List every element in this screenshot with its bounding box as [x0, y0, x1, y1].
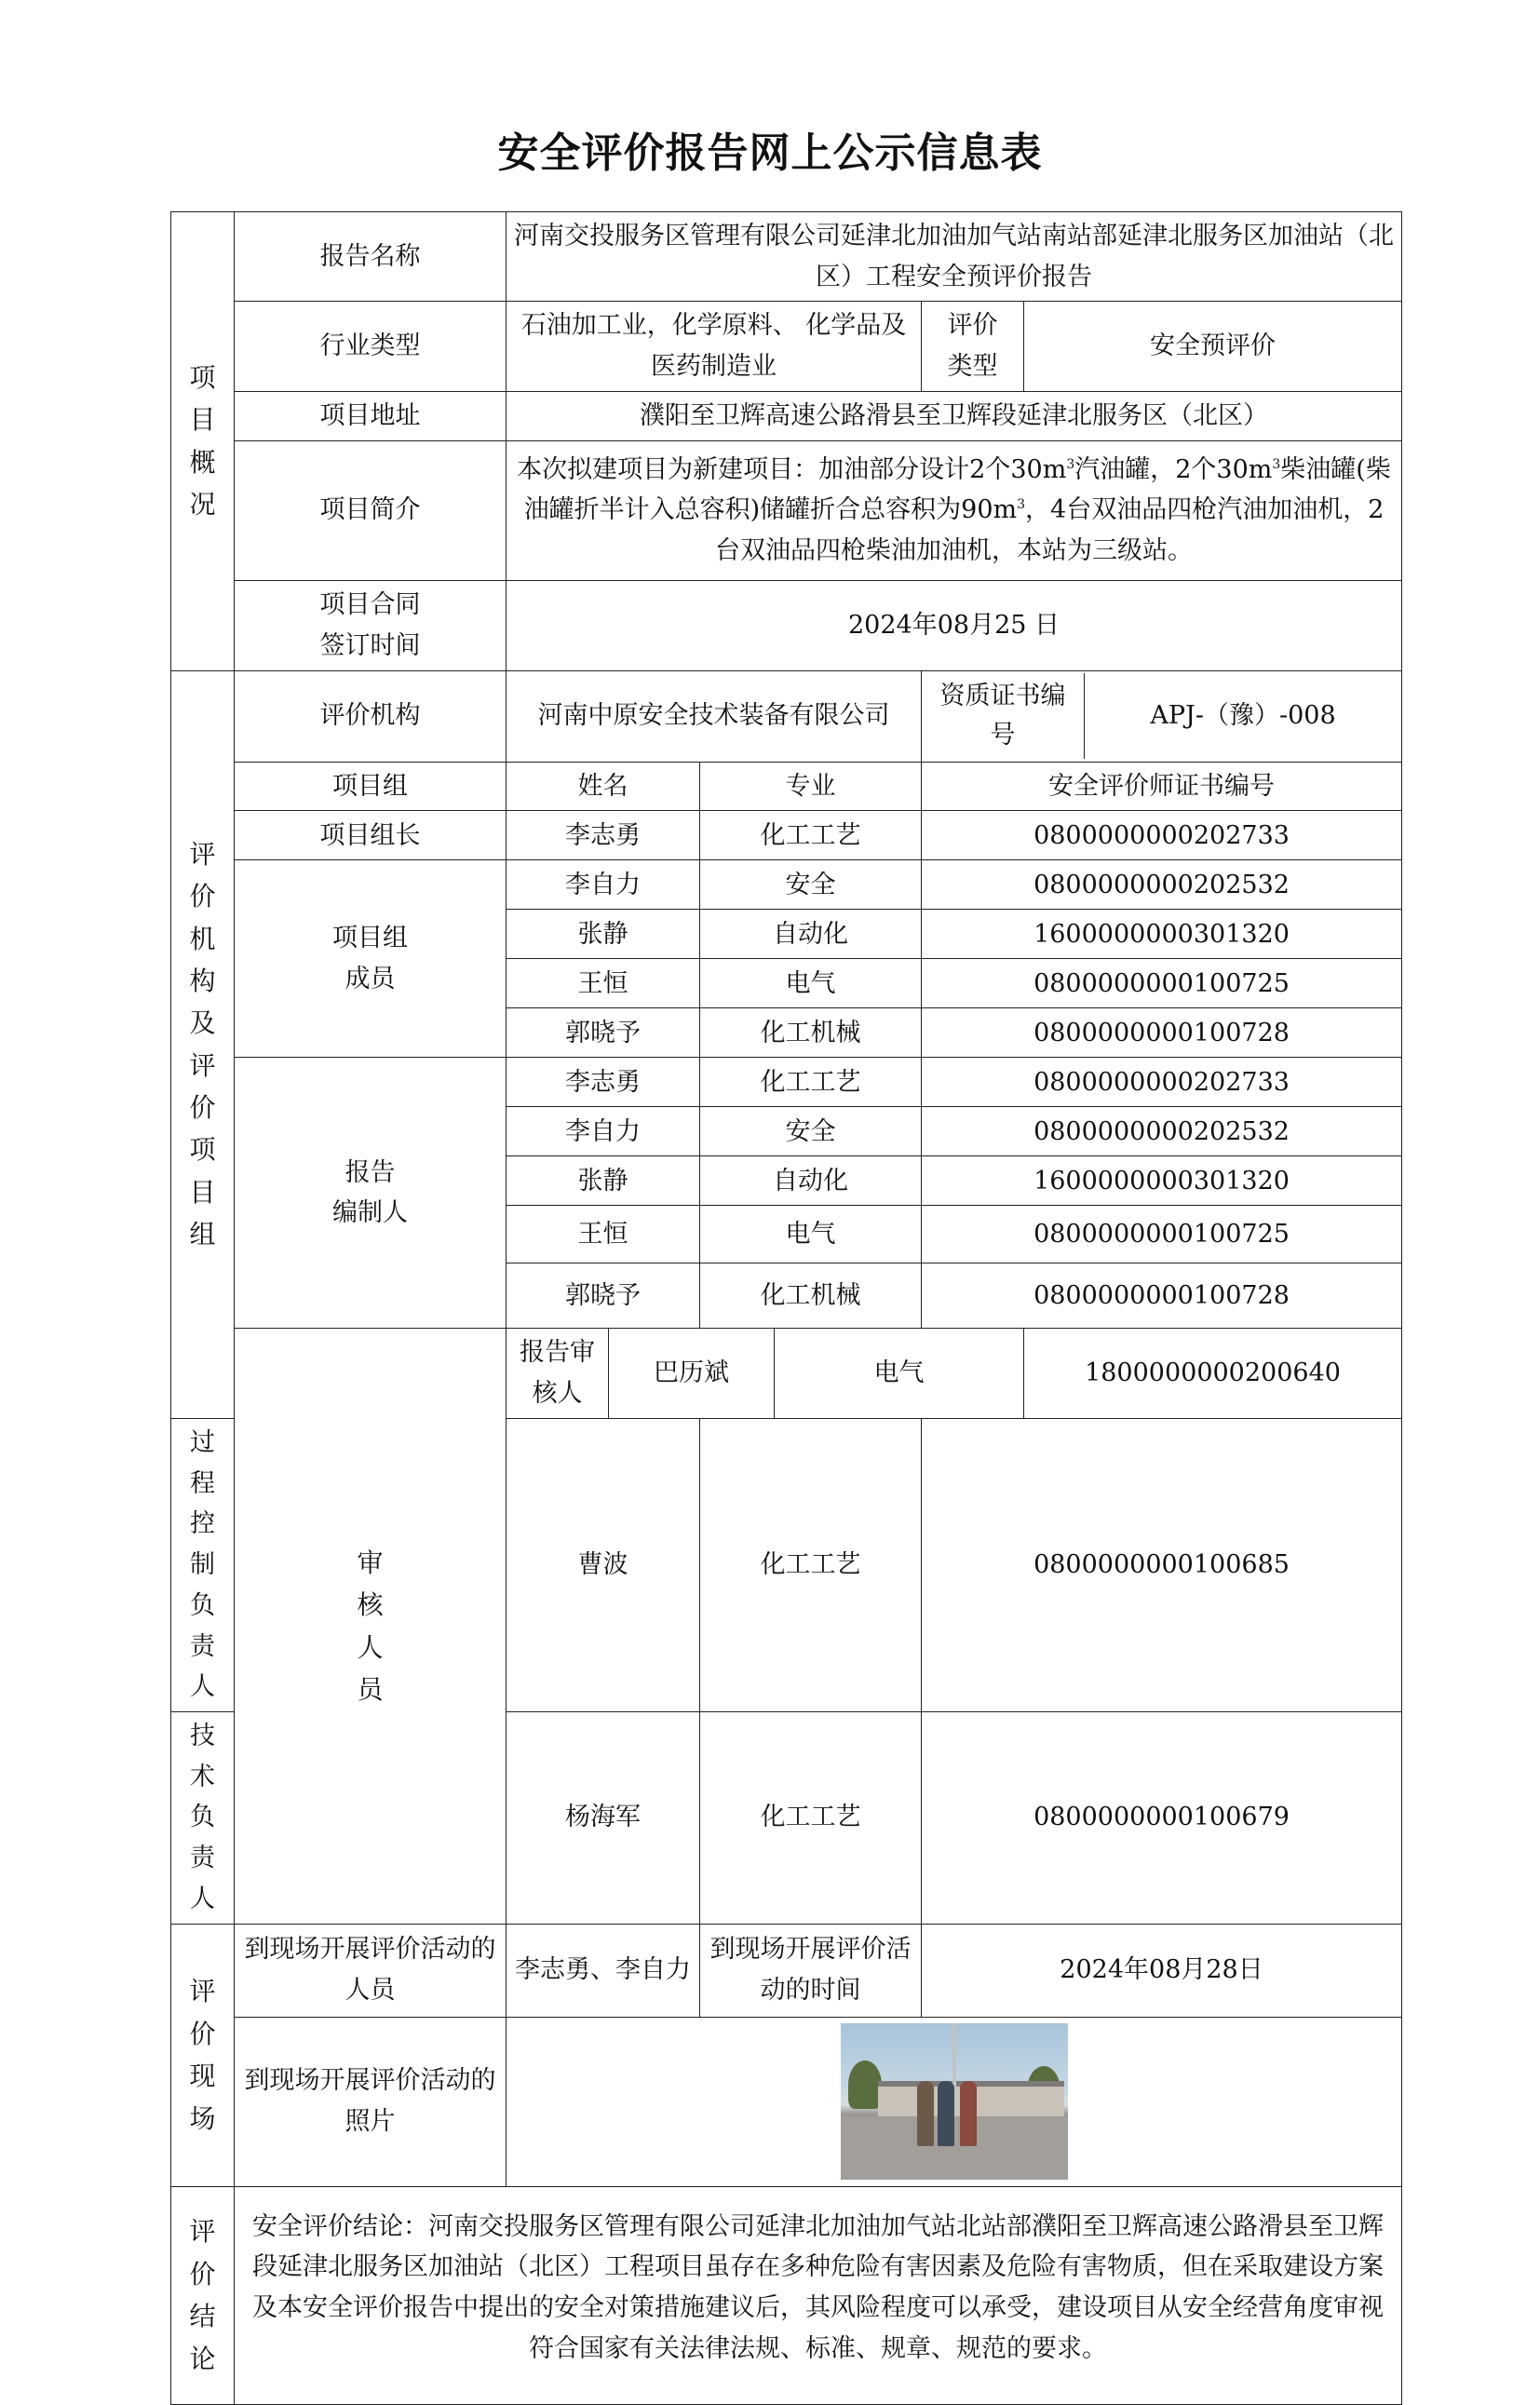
conclusion-text: 安全评价结论：河南交投服务区管理有限公司延津北加油加气站北站部濮阳至卫辉高速公路滑县至卫辉段延津北服务区加油站（北区）工程项目虽存在多种危险有害因素及危险有害物质，但在采取建设方案及本安全评价报告中提出的安全对策措施建议后，其风险程度可以承受，建设项目从安全经营角度审视符合国家有关法律法规、标准、规章、规范的要求。	[235, 2186, 1402, 2404]
member-cert: 0800000000100725	[922, 959, 1402, 1008]
leader-cert: 0800000000202733	[922, 811, 1402, 860]
agency-value: 河南中原安全技术装备有限公司	[507, 670, 922, 762]
report-name-value: 河南交投服务区管理有限公司延津北加油加气站南站部延津北服务区加油站（北区）工程安全预评价报告	[507, 212, 1402, 302]
author-major: 化工工艺	[700, 1058, 922, 1107]
review-role: 报告审核人	[507, 1329, 609, 1418]
header-group: 项目组	[235, 762, 507, 811]
review-major: 化工工艺	[700, 1418, 922, 1711]
author-cert: 0800000000100725	[922, 1206, 1402, 1263]
review-cert: 1800000000200640	[1024, 1329, 1402, 1418]
author-cert: 0800000000202733	[922, 1058, 1402, 1107]
author-name: 张静	[507, 1156, 700, 1206]
section-site-label: 评 价 现 场	[171, 1924, 235, 2186]
address-value: 濮阳至卫辉高速公路滑县至卫辉段延津北服务区（北区）	[507, 391, 1402, 440]
section-conclusion-label: 评 价 结 论	[171, 2186, 235, 2404]
author-cert: 1600000000301320	[922, 1156, 1402, 1206]
industry-label: 行业类型	[235, 302, 507, 391]
leader-major: 化工工艺	[700, 811, 922, 860]
cert-value: APJ-（豫）-008	[1150, 701, 1336, 731]
author-major: 自动化	[700, 1156, 922, 1206]
contract-date-value: 2024年08月25 日	[507, 580, 1402, 670]
review-role: 过程控制负责人	[171, 1418, 235, 1711]
leader-name: 李志勇	[507, 811, 700, 860]
disclosure-table	[170, 211, 1402, 2405]
site-photo	[841, 2023, 1068, 2180]
members-label: 项目组 成员	[235, 860, 507, 1058]
member-major: 安全	[700, 860, 922, 910]
author-major: 安全	[700, 1107, 922, 1156]
review-cert: 0800000000100685	[922, 1418, 1402, 1711]
authors-label: 报告 编制人	[235, 1058, 507, 1329]
author-major: 电气	[700, 1206, 922, 1263]
author-name: 李自力	[507, 1107, 700, 1156]
author-name: 郭晓予	[507, 1263, 700, 1329]
member-name: 张静	[507, 910, 700, 959]
review-major: 化工工艺	[700, 1712, 922, 1925]
eval-type-value: 安全预评价	[1024, 302, 1402, 391]
industry-value: 石油加工业，化学原料、 化学品及医药制造业	[507, 302, 922, 391]
summary-label: 项目简介	[235, 440, 507, 580]
header-name: 姓名	[507, 762, 700, 811]
author-cert: 0800000000202532	[922, 1107, 1402, 1156]
header-major: 专业	[700, 762, 922, 811]
page-title: 安全评价报告网上公示信息表	[497, 129, 1043, 177]
section-org-label: 评 价 机 构 及 评 价 项 目 组	[171, 670, 235, 1418]
section-overview-label: 项 目 概 况	[171, 212, 235, 671]
address-label: 项目地址	[235, 391, 507, 440]
site-people-value: 李志勇、李自力	[507, 1924, 700, 2017]
author-name: 王恒	[507, 1206, 700, 1263]
review-major: 电气	[775, 1329, 1024, 1418]
section-review-label: 审 核 人 员	[235, 1329, 507, 1924]
site-photo-cell	[507, 2017, 1402, 2186]
member-major: 自动化	[700, 910, 922, 959]
eval-type-label: 评价 类型	[922, 302, 1024, 391]
member-cert: 0800000000100728	[922, 1008, 1402, 1058]
agency-label: 评价机构	[235, 670, 507, 762]
member-name: 王恒	[507, 959, 700, 1008]
review-cert: 0800000000100679	[922, 1712, 1402, 1925]
member-name: 郭晓予	[507, 1008, 700, 1058]
review-role: 技术负责人	[171, 1712, 235, 1925]
member-major: 电气	[700, 959, 922, 1008]
site-photo-label: 到现场开展评价活动的照片	[235, 2017, 507, 2186]
site-people-label: 到现场开展评价活动的人员	[235, 1924, 507, 2017]
review-name: 巴历斌	[609, 1329, 775, 1418]
member-major: 化工机械	[700, 1008, 922, 1058]
header-cert: 安全评价师证书编号	[922, 762, 1402, 811]
author-major: 化工机械	[700, 1263, 922, 1329]
author-name: 李志勇	[507, 1058, 700, 1107]
member-cert: 0800000000202532	[922, 860, 1402, 910]
review-name: 杨海军	[507, 1712, 700, 1925]
report-name-label: 报告名称	[235, 212, 507, 302]
leader-label: 项目组长	[235, 811, 507, 860]
member-cert: 1600000000301320	[922, 910, 1402, 959]
site-time-value: 2024年08月28日	[922, 1924, 1402, 2017]
cert-label: 资质证书编号	[922, 673, 1085, 759]
member-name: 李自力	[507, 860, 700, 910]
cert-block	[922, 670, 1402, 762]
summary-value: 本次拟建项目为新建项目：加油部分设计2个$30m^3$汽油罐，2个$30m^3$柴油罐(柴油罐折半计入总容积)储罐折合总容积为$90m^3$，4台双油品四枪汽油加油机，2台双油品四枪柴油加油机，本站为三级站。	[507, 440, 1402, 580]
review-name: 曹波	[507, 1418, 700, 1711]
author-cert: 0800000000100728	[922, 1263, 1402, 1329]
contract-date-label: 项目合同 签订时间	[235, 580, 507, 670]
site-time-label: 到现场开展评价活动的时间	[700, 1924, 922, 2017]
